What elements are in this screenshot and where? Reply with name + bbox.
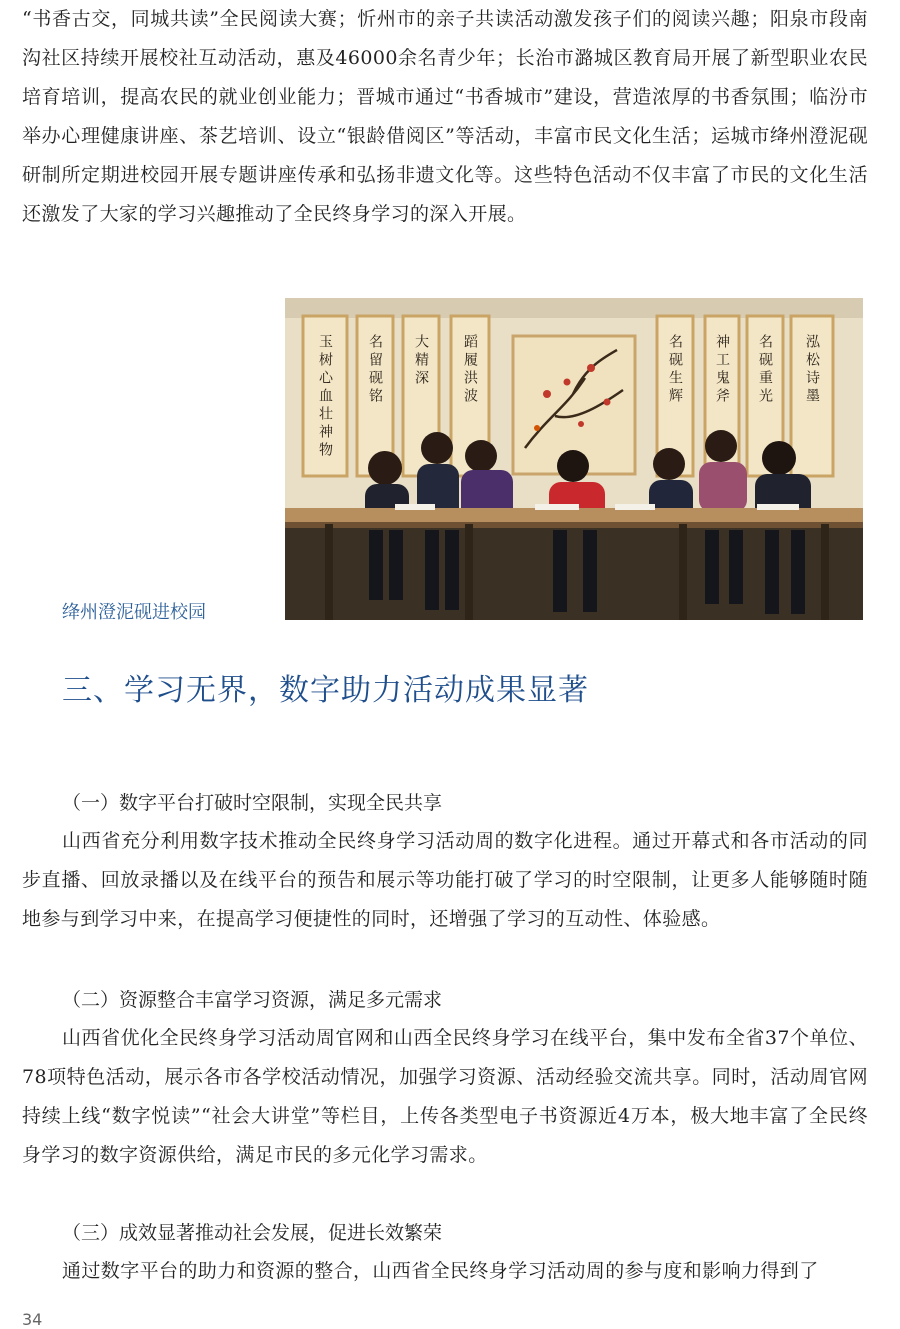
scroll-text: 蹈履洪波 xyxy=(462,334,478,406)
subsection-paragraph-2: 山西省优化全民终身学习活动周官网和山西全民终身学习在线平台，集中发布全省37个单位、78项特色活动，展示各市各学校活动情况，加强学习资源、活动经验交流共享。同时，活动周官网持续上线“数字悦读”“社会大讲堂”等栏目，上传各类型电子书资源近4万本，极大地丰富了全民终身学习的数字资源供给，满足市民的多元化学习需求。 xyxy=(22,1027,868,1166)
calligraphy-scroll xyxy=(791,316,833,476)
activity-photo-illustration xyxy=(285,298,863,620)
scroll-text: 神工鬼斧 xyxy=(714,334,730,406)
subsection-paragraph-3: 通过数字平台的助力和资源的整合，山西省全民终身学习活动周的参与度和影响力得到了 xyxy=(62,1260,819,1282)
scroll-text: 名留砚铭 xyxy=(367,334,383,406)
subsection-heading-2: （二）资源整合丰富学习资源，满足多元需求 xyxy=(62,989,443,1011)
subsection-paragraph-1: 山西省充分利用数字技术推动全民终身学习活动周的数字化进程。通过开幕式和各市活动的同步直播、回放录播以及在线平台的预告和展示等功能打破了学习的时空限制，让更多人能够随时随地参与到学习中来，在提高学习便捷性的同时，还增强了学习的互动性、体验感。 xyxy=(22,830,868,930)
scroll-text: 名砚生辉 xyxy=(667,334,683,406)
intro-paragraph: “书香古交，同城共读”全民阅读大赛；忻州市的亲子共读活动激发孩子们的阅读兴趣；阳泉市段南沟社区持续开展校社互动活动，惠及46000余名青少年；长治市潞城区教育局开展了新型职业农民培育培训，提高农民的就业创业能力；晋城市通过“书香城市”建设，营造浓厚的书香氛围；临汾市举办心理健康讲座、茶艺培训、设立“银龄借阅区”等活动，丰富市民文化生活；运城市绛州澄泥砚研制所定期进校园开展专题讲座传承和弘扬非遗文化等。这些特色活动不仅丰富了市民的文化生活还激发了大家的学习兴趣推动了全民终身学习的深入开展。 xyxy=(22,8,868,225)
activity-photo xyxy=(285,298,863,620)
subsection-heading-1: （一）数字平台打破时空限制，实现全民共享 xyxy=(62,792,443,814)
photo-caption: 绛州澄泥砚进校园 xyxy=(62,602,206,623)
scroll-text: 大精深 xyxy=(413,334,429,388)
calligraphy-scroll xyxy=(303,316,347,476)
page-number: 34 xyxy=(22,1310,43,1329)
scroll-text: 名砚重光 xyxy=(757,334,773,406)
scroll-text: 玉树心血壮神物 xyxy=(317,334,333,460)
scroll-text: 泓松诗墨 xyxy=(804,334,820,406)
subsection-heading-3: （三）成效显著推动社会发展，促进长效繁荣 xyxy=(62,1222,443,1244)
section-heading: 三、学习无界，数字助力活动成果显著 xyxy=(62,673,589,708)
